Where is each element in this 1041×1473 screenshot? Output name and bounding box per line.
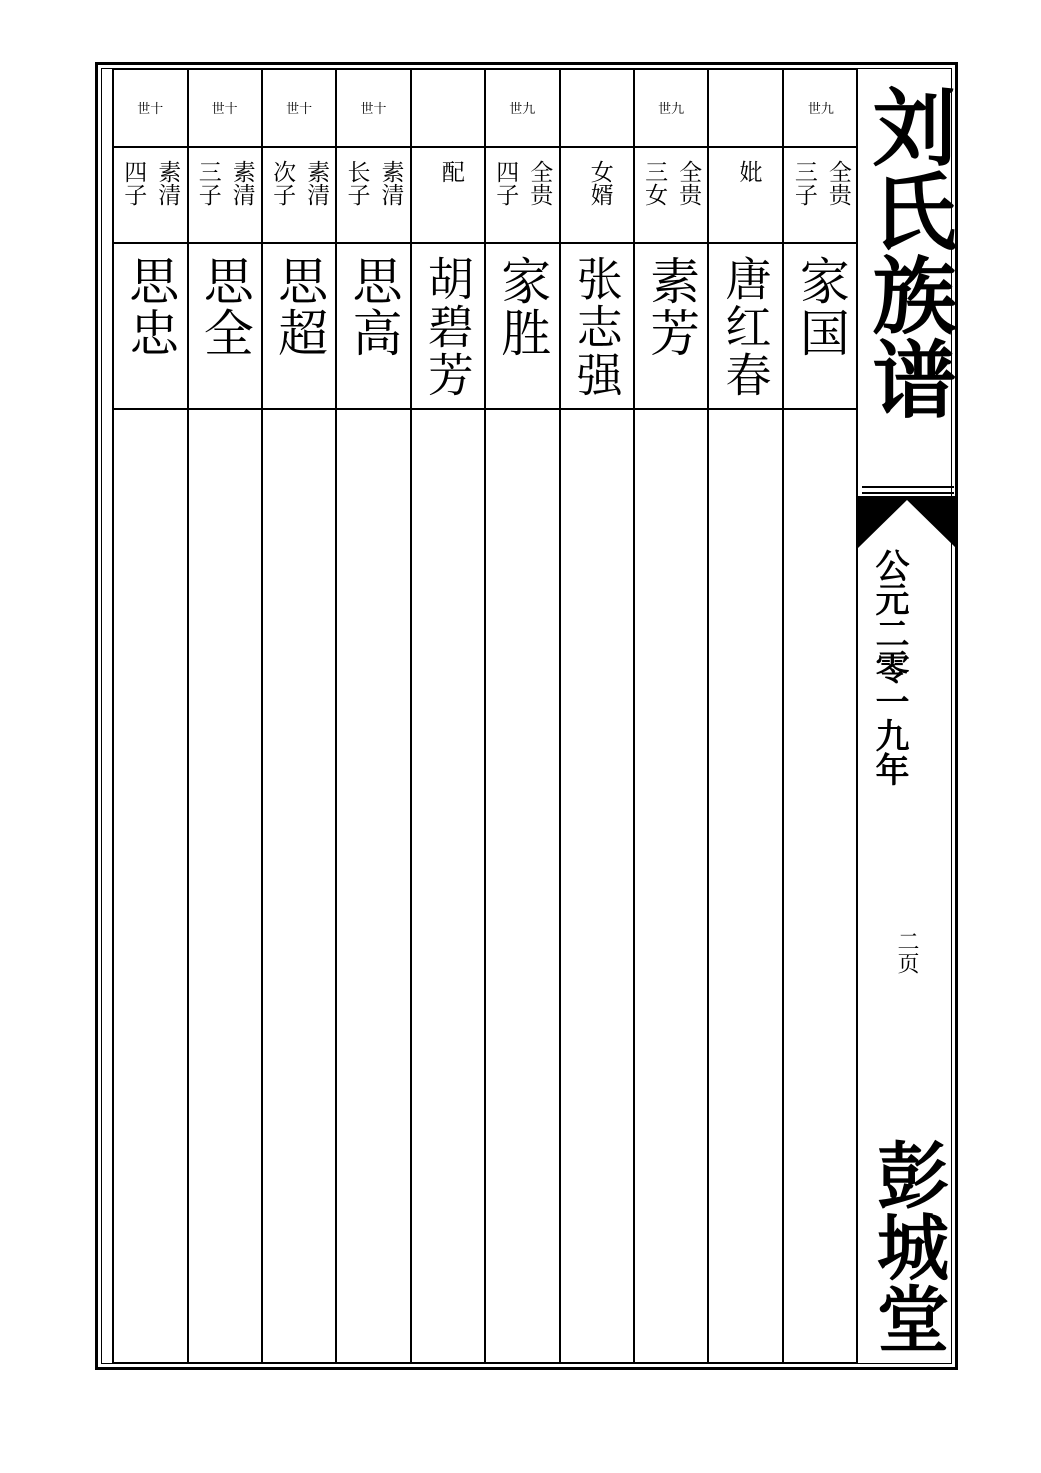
title-divider: [862, 492, 954, 494]
relation-role: 长子: [343, 160, 370, 206]
column-entry: [114, 70, 189, 1362]
relation-role: 三子: [194, 160, 221, 206]
relation-label: [337, 160, 410, 206]
member-name: [486, 255, 559, 359]
member-name: [560, 255, 633, 399]
member-name-text: 家国: [791, 255, 850, 359]
member-name-text: 胡碧芳: [420, 255, 475, 399]
member-name: [412, 255, 485, 399]
column-entry: [486, 70, 561, 1362]
member-name-text: 张志强: [569, 255, 624, 399]
relation-parent: 妣: [735, 160, 762, 183]
member-name-text: 思忠: [121, 255, 180, 359]
title-divider: [862, 486, 954, 488]
hall-name-text: 彭城堂: [865, 1138, 950, 1354]
relation-label: [784, 160, 859, 206]
page-number-text: 二页: [894, 930, 919, 974]
member-name: [784, 255, 859, 359]
column-entry: [337, 70, 412, 1362]
member-name: [263, 255, 336, 359]
column-entry: [635, 70, 710, 1362]
generation-label: 世十: [211, 102, 238, 117]
relation-label: [263, 160, 336, 206]
genealogy-table: [112, 68, 858, 1364]
book-title-text: 刘氏族谱: [859, 84, 958, 420]
member-name: [114, 255, 187, 359]
relation-role: 四子: [492, 160, 519, 206]
relation-role: 次子: [269, 160, 296, 206]
member-name: [635, 255, 708, 359]
relation-label: [486, 160, 559, 206]
member-name: [709, 255, 782, 399]
column-entry: [784, 70, 859, 1362]
year-label: [860, 548, 918, 795]
relation-role: 四子: [120, 160, 147, 206]
year-label-text: 公元二零一九年: [869, 548, 909, 786]
member-name-text: 唐红春: [718, 255, 773, 399]
generation-label: 世十: [360, 102, 387, 117]
relation-label: [635, 160, 708, 206]
relation-label: [709, 160, 782, 183]
page-number: [884, 930, 928, 981]
generation-label: 世九: [509, 102, 536, 117]
column-entry: [560, 70, 635, 1362]
relation-label: [560, 160, 633, 206]
relation-label: [188, 160, 261, 206]
book-title: [858, 84, 958, 438]
column-entry: [263, 70, 338, 1362]
relation-parent: 全贵: [675, 160, 702, 206]
fishtail-ornament: [858, 496, 956, 548]
hall-name: [860, 1138, 954, 1366]
generation-label: 世十: [286, 102, 313, 117]
relation-parent: 女婿: [586, 160, 613, 206]
generation-label: 世十: [137, 102, 164, 117]
relation-parent: 全贵: [824, 160, 851, 206]
relation-parent: 素清: [377, 160, 404, 206]
member-name: [337, 255, 410, 359]
member-name-text: 家胜: [493, 255, 552, 359]
column-entry: [412, 70, 487, 1362]
member-name-text: 思高: [344, 255, 403, 359]
relation-role: 三女: [641, 160, 668, 206]
generation-label: 世九: [807, 102, 834, 117]
column-entry: [188, 70, 263, 1362]
relation-label: [114, 160, 187, 206]
member-name-text: 思超: [270, 255, 329, 359]
relation-parent: 配: [437, 160, 464, 183]
fishtail-ornament-icon: [858, 496, 956, 548]
member-name-text: 素芳: [642, 255, 701, 359]
relation-parent: 全贵: [526, 160, 553, 206]
relation-parent: 素清: [228, 160, 255, 206]
member-name-text: 思全: [195, 255, 254, 359]
generation-label: 世九: [658, 102, 685, 117]
relation-parent: 素清: [154, 160, 181, 206]
relation-label: [412, 160, 485, 183]
member-name: [188, 255, 261, 359]
column-entry: [709, 70, 784, 1362]
relation-parent: 素清: [303, 160, 330, 206]
relation-role: 三子: [790, 160, 817, 206]
